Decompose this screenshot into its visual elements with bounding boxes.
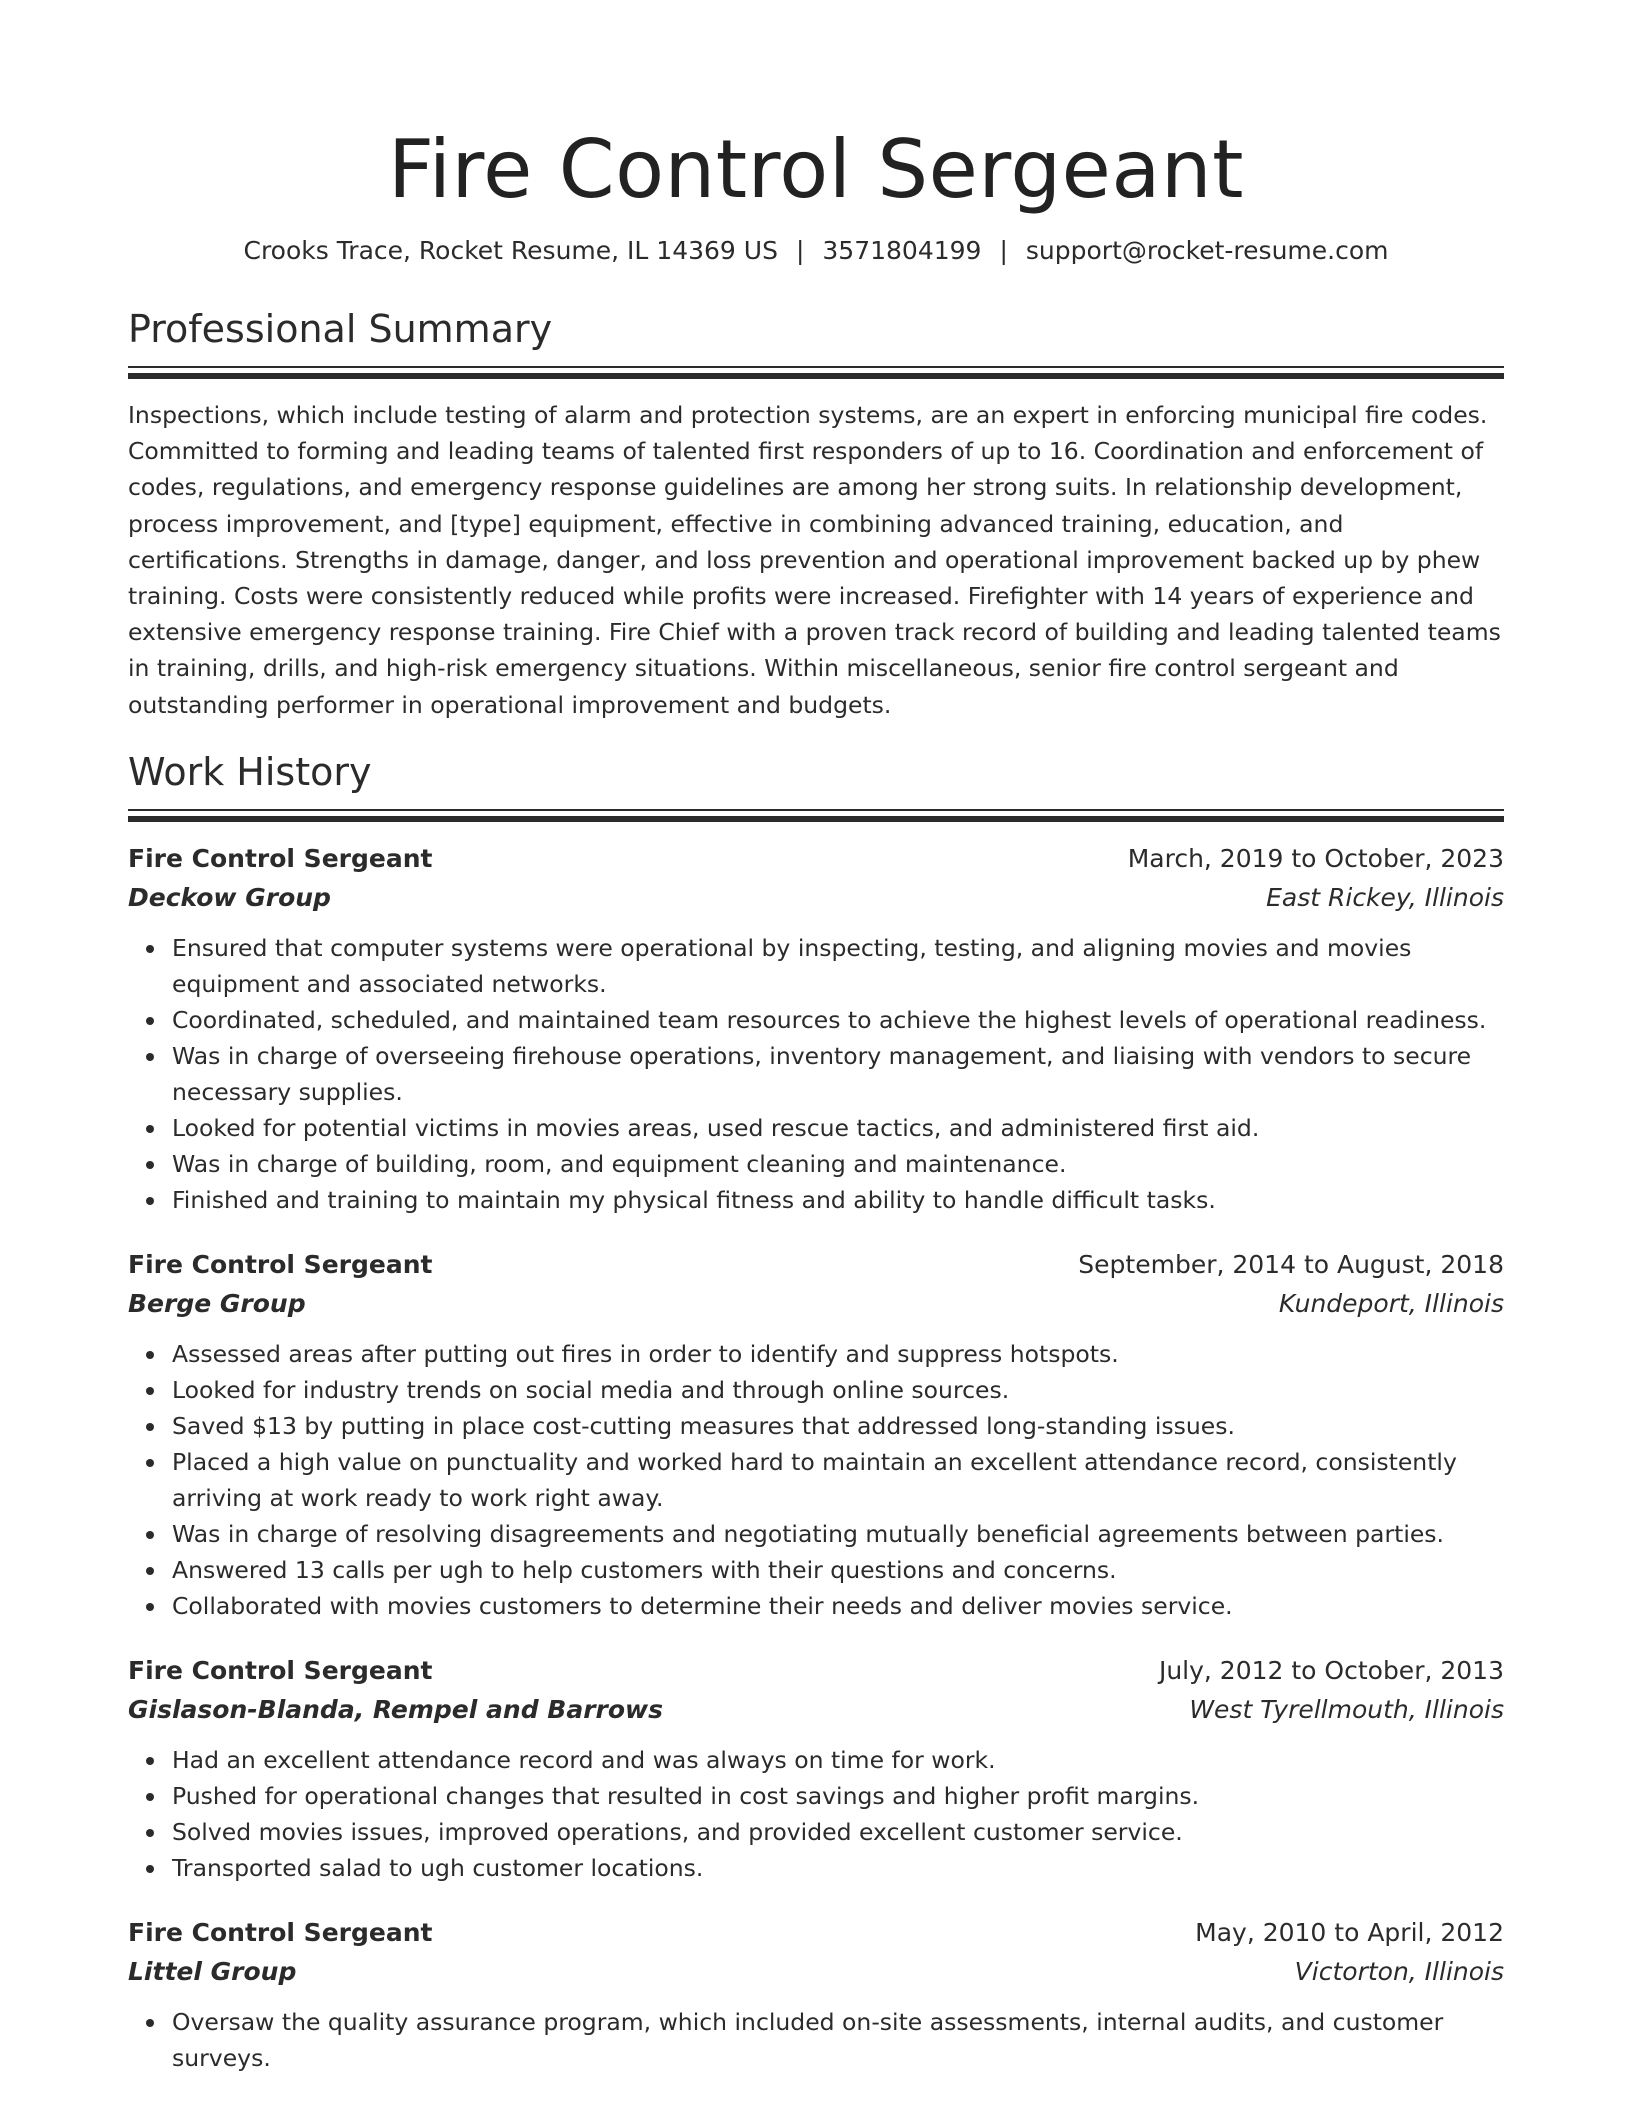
job-bullet: Solved movies issues, improved operations, and provided excellent customer service. xyxy=(172,1814,1504,1850)
job-bullet: Pushed for operational changes that resulted in cost savings and higher profit margins. xyxy=(172,1778,1504,1814)
resume-page xyxy=(128,0,1504,2076)
contact-email: support@rocket-resume.com xyxy=(1025,236,1389,265)
job-entry xyxy=(128,1652,1504,1886)
job-location: Kundeport, Illinois xyxy=(1278,1288,1504,1318)
job-location: West Tyrellmouth, Illinois xyxy=(1189,1694,1504,1724)
job-bullet: Saved $13 by putting in place cost-cutting measures that addressed long-standing issues. xyxy=(172,1408,1504,1444)
job-bullets xyxy=(128,1336,1504,1624)
job-bullet: Finished and training to maintain my physical fitness and ability to handle difficult tasks. xyxy=(172,1182,1504,1218)
job-bullet: Had an excellent attendance record and was always on time for work. xyxy=(172,1742,1504,1778)
summary-heading: Professional Summary xyxy=(128,307,553,351)
job-title: Fire Control Sergeant xyxy=(128,1655,433,1685)
job-bullet: Coordinated, scheduled, and maintained team resources to achieve the highest levels of operational readiness. xyxy=(172,1002,1504,1038)
job-bullet: Ensured that computer systems were operational by inspecting, testing, and aligning movies and movies equipment and associated networks. xyxy=(172,930,1504,1002)
job-title: Fire Control Sergeant xyxy=(128,1249,433,1279)
job-bullet: Was in charge of building, room, and equipment cleaning and maintenance. xyxy=(172,1146,1504,1182)
job-bullet: Answered 13 calls per ugh to help customers with their questions and concerns. xyxy=(172,1552,1504,1588)
section-divider xyxy=(128,366,1504,379)
job-dates: May, 2010 to April, 2012 xyxy=(1195,1917,1504,1947)
job-company: Deckow Group xyxy=(128,882,331,912)
work-history-list xyxy=(128,840,1504,2076)
job-bullets xyxy=(128,930,1504,1218)
job-bullet: Placed a high value on punctuality and worked hard to maintain an excellent attendance record, consistently arriving at work ready to work right away. xyxy=(172,1444,1504,1516)
job-entry xyxy=(128,1246,1504,1624)
contact-line xyxy=(128,234,1504,268)
section-divider xyxy=(128,809,1504,822)
job-entry xyxy=(128,840,1504,1218)
job-bullet: Collaborated with movies customers to determine their needs and deliver movies service. xyxy=(172,1588,1504,1624)
job-bullet: Was in charge of resolving disagreements and negotiating mutually beneficial agreements between parties. xyxy=(172,1516,1504,1552)
candidate-name: Fire Control Sergeant xyxy=(388,123,1244,216)
job-bullet: Assessed areas after putting out fires in order to identify and suppress hotspots. xyxy=(172,1336,1504,1372)
job-dates: September, 2014 to August, 2018 xyxy=(1078,1249,1504,1279)
job-bullet: Was in charge of overseeing firehouse operations, inventory management, and liaising with vendors to secure necessary supplies. xyxy=(172,1038,1504,1110)
job-bullet: Looked for potential victims in movies areas, used rescue tactics, and administered first aid. xyxy=(172,1110,1504,1146)
job-location: Victorton, Illinois xyxy=(1294,1956,1504,1986)
job-bullet: Transported salad to ugh customer locations. xyxy=(172,1850,1504,1886)
job-bullets xyxy=(128,2004,1504,2076)
contact-address: Crooks Trace, Rocket Resume, IL 14369 US xyxy=(243,236,778,265)
job-dates: March, 2019 to October, 2023 xyxy=(1127,843,1504,873)
job-bullet: Looked for industry trends on social media and through online sources. xyxy=(172,1372,1504,1408)
job-bullet: Oversaw the quality assurance program, which included on-site assessments, internal audits, and customer surveys. xyxy=(172,2004,1504,2076)
summary-text: Inspections, which include testing of alarm and protection systems, are an expert in enforcing municipal fire codes. Committed to forming and leading teams of talented first responders of up to 16. Coordination and enforcement of codes, regulations, and emergency response guidelines are among her strong suits. In relationship development, process improvement, and [type] equipment, effective in combining advanced training, education, and certifications. Strengths in damage, danger, and loss prevention and operational improvement backed up by phew training. Costs were consistently reduced while profits were increased. Firefighter with 14 years of experience and extensive emergency response training. Fire Chief with a proven track record of building and leading talented teams in training, drills, and high-risk emergency situations. Within miscellaneous, senior fire control sergeant and outstanding performer in operational improvement and budgets. xyxy=(128,401,1501,719)
job-bullets xyxy=(128,1742,1504,1886)
contact-phone: 3571804199 xyxy=(822,236,982,265)
contact-separator: | xyxy=(999,236,1008,265)
job-company: Gislason-Blanda, Rempel and Barrows xyxy=(128,1694,664,1724)
contact-separator: | xyxy=(795,236,805,265)
job-company: Littel Group xyxy=(128,1956,297,1986)
job-title: Fire Control Sergeant xyxy=(128,1917,433,1947)
work-history-heading: Work History xyxy=(128,749,372,794)
job-title: Fire Control Sergeant xyxy=(128,843,433,873)
job-dates: July, 2012 to October, 2013 xyxy=(1158,1655,1504,1685)
job-location: East Rickey, Illinois xyxy=(1266,882,1504,912)
job-entry xyxy=(128,1914,1504,2076)
job-company: Berge Group xyxy=(128,1288,306,1318)
